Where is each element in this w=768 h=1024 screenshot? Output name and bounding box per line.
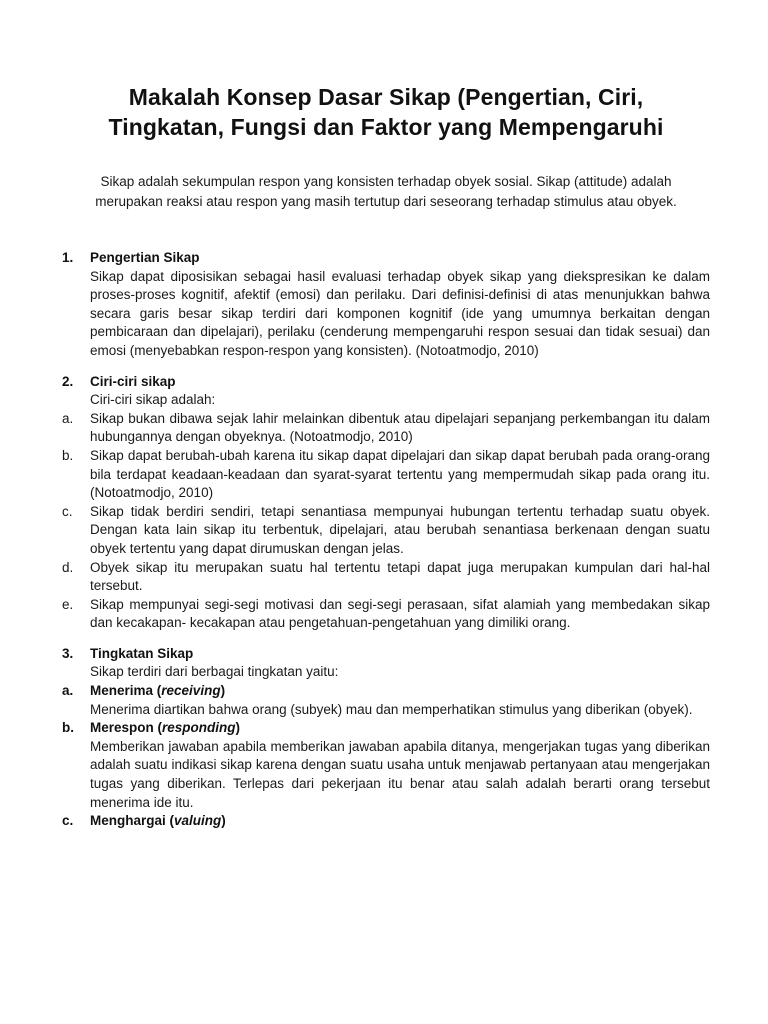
page-title [62, 82, 710, 142]
term-heading [90, 682, 710, 701]
paragraph: Sikap dapat diposisikan sebagai hasil evaluasi terhadap obyek sikap yang diekspresikan ke dalam proses-proses kognitif, afektif (emosi) dan perilaku. Dari definisi-definisi di atas menunjukkan bahwa secara garis besar sikap terdiri dari komponen kognitif (ide yang umumnya berkaitan dengan pembicaraan dan dipelajari), perilaku (cenderung mempengaruhi respon sesuai dan tidak sesuai) dan emosi (menyebabkan respon-respon yang konsisten). (Notoatmodjo, 2010) [90, 268, 710, 358]
list-marker: d. [62, 559, 74, 575]
list-item-text: Menerima diartikan bahwa orang (subyek) mau dan memperhatikan stimulus yang diberikan (obyek). [90, 701, 693, 717]
section-heading: Pengertian Sikap [90, 250, 200, 265]
list-item [62, 447, 710, 503]
term-suffix: ) [221, 813, 226, 829]
section-intro-row [62, 391, 710, 410]
section-tingkatan-sikap [62, 645, 710, 831]
term-suffix: ) [235, 720, 241, 736]
section-intro-row [62, 663, 710, 682]
list-item-text: Memberikan jawaban apabila memberikan jawaban apabila ditanya, mengerjakan tugas yang diberikan adalah suatu indikasi sikap karena dengan suatu usaha untuk menjawab pertanyaan atau mengerjakan tugas yang diberikan. Terlepas dari pekerjaan itu benar atau salah adalah berarti orang tersebut menerima ide itu. [90, 738, 710, 810]
list-item-body [62, 738, 710, 812]
section-number: 2. [62, 373, 74, 389]
section-heading-row [62, 249, 710, 268]
section-number: 1. [62, 250, 74, 265]
term-italic: responding [162, 720, 236, 736]
term-prefix: Menghargai ( [90, 813, 175, 829]
section-heading: Tingkatan Sikap [90, 645, 194, 661]
term-italic: valuing [174, 813, 222, 829]
term-prefix: Merespon ( [90, 720, 163, 736]
term-suffix: ) [220, 683, 226, 699]
list-item-text: Sikap mempunyai segi-segi motivasi dan segi-segi perasaan, sifat alamiah yang membedakan sikap dan kecakapan- kecakapan atau pengetahuan-pengetahuan yang dimiliki orang. [90, 596, 710, 631]
section-heading: Ciri-ciri sikap [90, 373, 176, 389]
list-item-body [62, 701, 710, 720]
list-marker: c. [62, 503, 73, 519]
list-item-term [62, 682, 710, 701]
list-item-text: Sikap tidak berdiri sendiri, tetapi senantiasa mempunyai hubungan tertentu terhadap suatu obyek. Dengan kata lain sikap itu terbentuk, dipelajari, atau berubah senantiasa berkenaan dengan suatu obyek tertentu yang dapat dirumuskan dengan jelas. [90, 503, 710, 556]
section-body-row [62, 268, 710, 361]
list-item [62, 503, 710, 559]
section-intro: Ciri-ciri sikap adalah: [90, 392, 216, 408]
section-number: 3. [62, 645, 74, 661]
section-heading-row [62, 373, 710, 392]
list-item [62, 410, 710, 447]
list-item-term [62, 812, 710, 831]
list-item [62, 596, 710, 633]
list-marker: c. [62, 813, 74, 829]
term-heading [90, 812, 710, 831]
list-item-text: Sikap bukan dibawa sejak lahir melainkan dibentuk atau dipelajari sepanjang perkembangan itu dalam hubungannya dengan obyeknya. (Notoatmodjo, 2010) [90, 410, 710, 445]
abstract-paragraph: Sikap adalah sekumpulan respon yang konsisten terhadap obyek sosial. Sikap (attitude) adalah merupakan reaksi atau respon yang masih tertutup dari seseorang terhadap stimulus atau obyek. [95, 174, 677, 209]
list-item [62, 559, 710, 596]
section-pengertian-sikap [62, 249, 710, 361]
list-item-text: Sikap dapat berubah-ubah karena itu sikap dapat dipelajari dan sikap dapat berubah pada orang-orang bila terdapat keadaan-keadaan dan syarat-syarat tertentu yang mempermudah sikap pada orang itu. (Notoatmodjo, 2010) [90, 447, 710, 501]
list-item-term [62, 719, 710, 738]
list-marker: e. [62, 596, 74, 612]
term-heading [90, 719, 710, 738]
list-item-text: Obyek sikap itu merupakan suatu hal tertentu tetapi dapat juga merupakan kumpulan dari hal-hal tersebut. [90, 559, 710, 594]
page-title-line2: Tingkatan, Fungsi dan Faktor yang Mempengaruhi [108, 114, 664, 140]
list-marker: a. [62, 683, 74, 699]
list-marker: b. [62, 447, 74, 463]
section-ciri-ciri-sikap [62, 373, 710, 633]
page-title-line1: Makalah Konsep Dasar Sikap (Pengertian, Ciri, [128, 84, 644, 110]
term-italic: receiving [161, 683, 221, 699]
term-prefix: Menerima ( [90, 683, 162, 699]
section-intro: Sikap terdiri dari berbagai tingkatan yaitu: [90, 664, 339, 680]
list-marker: b. [62, 720, 74, 736]
list-marker: a. [62, 410, 74, 426]
section-heading-row [62, 645, 710, 664]
